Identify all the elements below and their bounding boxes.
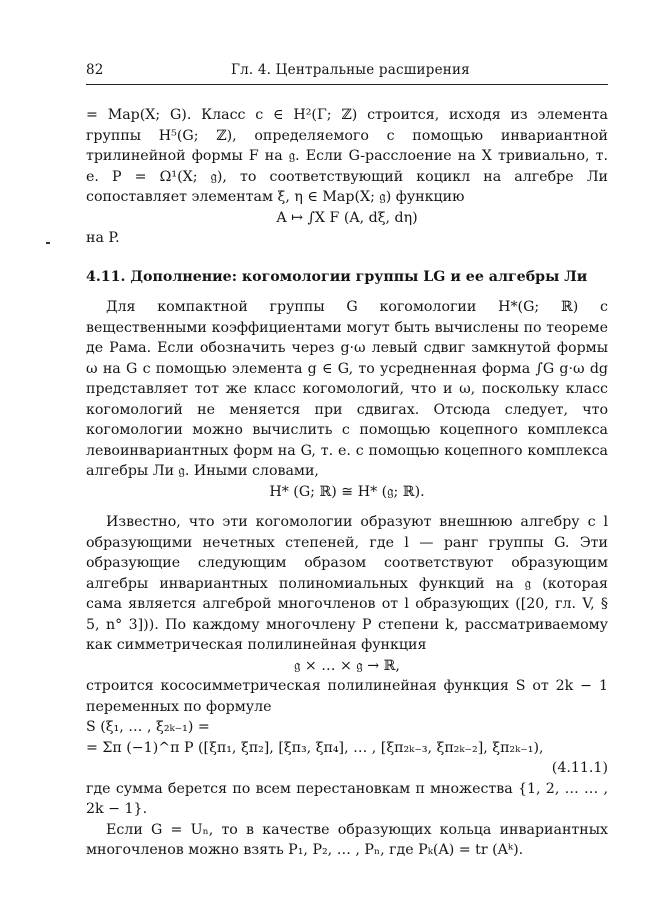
paragraph-3: Известно, что эти когомологии образуют внешнюю алгебру с l образующими нечетных степеней, где l — ранг группы G. Эти образующие следующим образом соответствуют образующим алгебры инвариантных полиномиальных функций на 𝔤 (которая сама является алгеброй многочленов от l образующих ([20, гл. V, § 5, n° 3])). По каждому многочлену P степени k, рассматриваемому как симметрическая полилинейная функция <box>86 514 608 653</box>
equation-S-sum: = Σπ (−1)^π P ([ξπ₁, ξπ₂], [ξπ₃, ξπ₄], … , [ξπ₂ₖ₋₃, ξπ₂ₖ₋₂], ξπ₂ₖ₋₁), <box>86 739 544 756</box>
book-page <box>86 62 608 861</box>
paragraph-5: где сумма берется по всем перестановкам π множества {1, 2, … … , 2k − 1}. <box>86 780 608 817</box>
equation-cohomology-iso: H* (G; ℝ) ≅ H* (𝔤; ℝ). <box>269 483 425 500</box>
paragraph-2: Для компактной группы G когомологии H*(G; ℝ) с вещественными коэффициентами могут быть вычислены по теореме де Рама. Если обозначить через g·ω левый сдвиг замкнутой формы ω на G с помощью элемента g ∈ G, то усредненная форма ∫G g·ω dg представляет тот же класс когомологий, что и ω, поскольку класс когомологий не меняется при сдвигах. Отсюда следует, что когомологии можно вычислить с помощью коцепного комплекса левоинвариантных форм на G, т. е. с помощью коцепного комплекса алгебры Ли 𝔤. Иными словами, <box>86 299 608 479</box>
margin-speck <box>46 242 50 244</box>
paragraph-1: = Map(X; G). Класс c ∈ H²(Γ; ℤ) строится, исходя из элемента группы H⁵(G; ℤ), определяемого с помощью инвариантной трилинейной формы F на 𝔤. Если G-расслоение на X тривиально, т. е. P = Ω¹(X; 𝔤), то соответствующий коцикл на алгебре Ли сопоставляет элементам ξ, η ∈ Map(X; 𝔤) функцию <box>86 107 608 205</box>
equation-integral: A ↦ ∫X F (A, dξ, dη) <box>276 209 418 226</box>
section-title: 4.11. Дополнение: когомологии группы LG и ее алгебры Ли <box>86 268 588 285</box>
paragraph-4: строится кососимметрическая полилинейная функция S от 2k − 1 переменных по формуле <box>86 678 608 715</box>
page-body <box>86 105 608 861</box>
equation-S-lhs: S (ξ₁, … , ξ₂ₖ₋₁) = <box>86 719 210 735</box>
equation-multilinear-map: 𝔤 × … × 𝔤 → ℝ, <box>294 657 400 674</box>
paragraph-6: Если G = Uₙ, то в качестве образующих кольца инвариантных многочленов можно взять P₁, P₂, … , Pₙ, где Pₖ(A) = tr (Aᵏ). <box>86 821 608 858</box>
equation-number: (4.11.1) <box>551 760 608 776</box>
running-header <box>86 62 608 80</box>
page-number: 82 <box>86 62 104 78</box>
paragraph-1-end: на P. <box>86 230 120 246</box>
running-title: Гл. 4. Центральные расширения <box>231 62 470 78</box>
header-rule <box>86 84 608 85</box>
